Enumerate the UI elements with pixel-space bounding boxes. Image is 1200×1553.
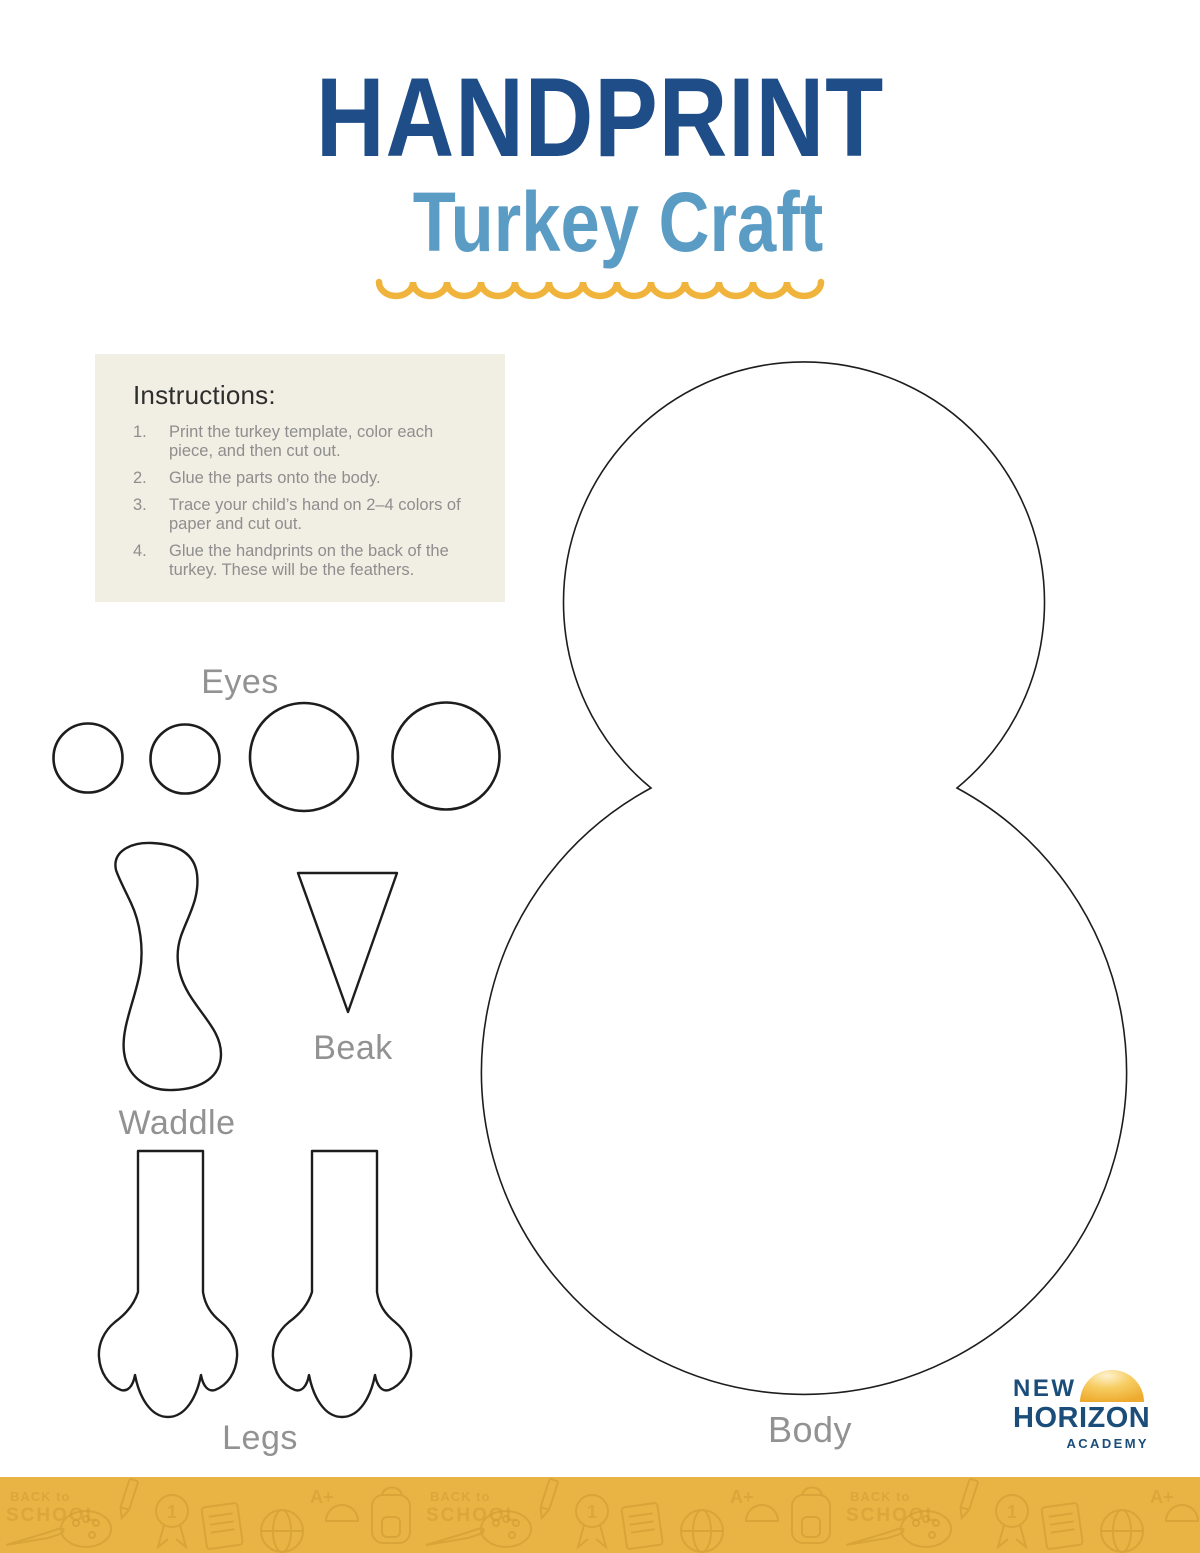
footer-band bbox=[0, 1477, 1200, 1553]
page-title-secondary: Turkey Craft bbox=[412, 175, 824, 269]
eye-circle-small-2 bbox=[151, 725, 220, 794]
sun-icon bbox=[1080, 1368, 1144, 1402]
leg-template-shape-left bbox=[99, 1151, 237, 1417]
logo-text-horizon: HORIZON bbox=[1013, 1402, 1151, 1434]
logo-text-academy: ACADEMY bbox=[1066, 1436, 1149, 1451]
eye-circle-small-1 bbox=[54, 724, 123, 793]
eye-circle-large-1 bbox=[250, 703, 358, 811]
instruction-step-number: 4. bbox=[133, 542, 147, 560]
instructions-heading: Instructions: bbox=[133, 380, 276, 410]
beak-label: Beak bbox=[313, 1029, 393, 1067]
new-horizon-academy-logo bbox=[1013, 1366, 1149, 1450]
instruction-step-text: Glue the handprints on the back of the turkey. These will be the feathers. bbox=[169, 542, 449, 579]
eyes-template-shapes bbox=[54, 703, 500, 812]
leg-template-shape-right bbox=[273, 1151, 411, 1417]
body-template-shape bbox=[482, 362, 1127, 1394]
beak-template-shape bbox=[298, 873, 397, 1012]
eye-circle-large-2 bbox=[393, 703, 500, 810]
instruction-step-text: Glue the parts onto the body. bbox=[169, 469, 381, 487]
legs-template-shapes bbox=[99, 1151, 411, 1417]
eyes-label: Eyes bbox=[201, 663, 279, 701]
instruction-step-number: 3. bbox=[133, 496, 147, 514]
instruction-step-number: 2. bbox=[133, 469, 147, 487]
page-title-primary: HANDPRINT bbox=[315, 55, 885, 180]
waddle-template-shape bbox=[115, 843, 221, 1090]
instruction-step-text: Trace your child’s hand on 2–4 colors of paper and cut out. bbox=[169, 496, 461, 533]
waddle-label: Waddle bbox=[118, 1104, 236, 1142]
logo-text-new: NEW bbox=[1013, 1375, 1077, 1402]
legs-label: Legs bbox=[222, 1419, 298, 1457]
body-label: Body bbox=[767, 1409, 853, 1450]
instruction-step-number: 1. bbox=[133, 423, 147, 441]
instruction-step-text: Print the turkey template, color each piece, and then cut out. bbox=[169, 423, 434, 460]
